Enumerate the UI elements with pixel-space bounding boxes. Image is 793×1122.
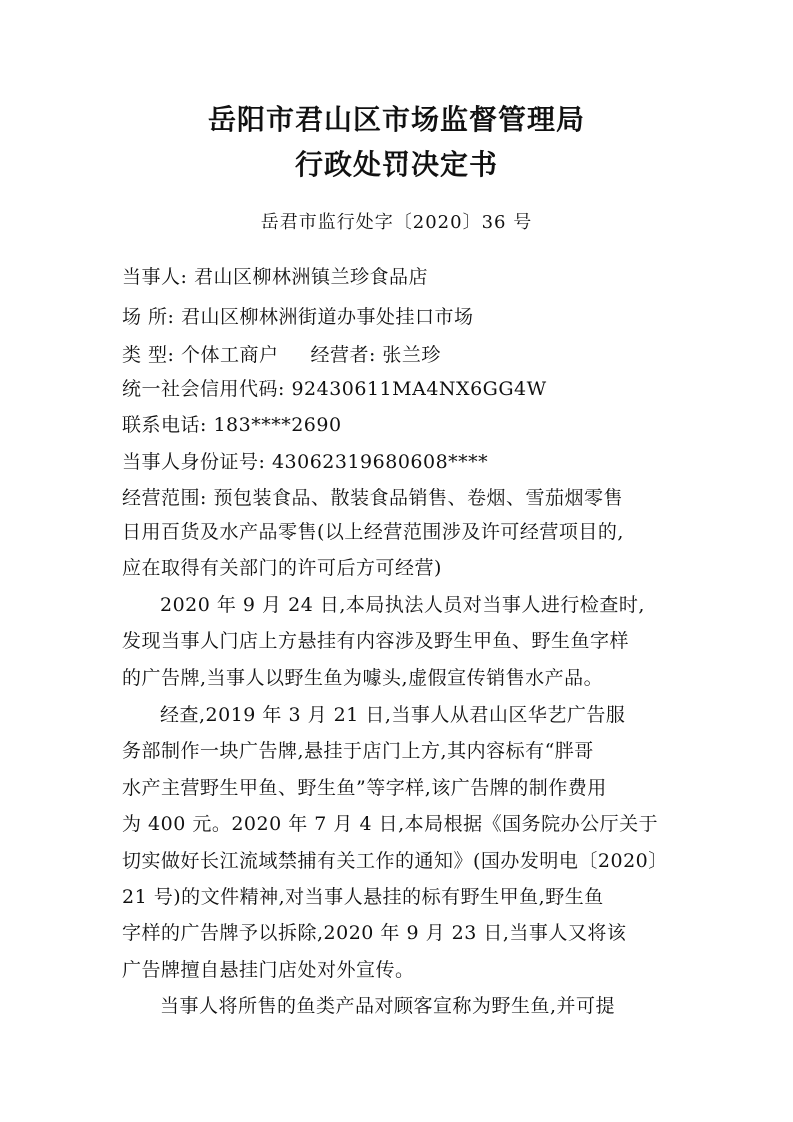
location-line: 场 所: 君山区柳林洲街道办事处挂口市场: [122, 306, 474, 328]
paragraph-2-line-3: 水产主营野生甲鱼、野生鱼”等字样,该广告牌的制作费用: [122, 777, 607, 799]
type-and-operator-line: [122, 340, 441, 370]
paragraph-2-line-2: 务部制作一块广告牌,悬挂于店门上方,其内容标有“胖哥: [122, 740, 594, 762]
paragraph-2-line-7: 字样的广告牌予以拆除,2020 年 9 月 23 日,当事人又将该: [122, 922, 627, 944]
paragraph-1-line-2: 发现当事人门店上方悬挂有内容涉及野生甲鱼、野生鱼字样: [122, 630, 630, 652]
credit-code-line: 统一社会信用代码: 92430611MA4NX6GG4W: [122, 378, 547, 400]
phone-line: 联系电话: 183****2690: [122, 414, 342, 436]
business-scope-line-3: 应在取得有关部门的许可后方可经营): [122, 557, 442, 579]
paragraph-3-line-1: 当事人将所售的鱼类产品对顾客宣称为野生鱼,并可提: [160, 995, 616, 1017]
paragraph-2-line-8: 广告牌擅自悬挂门店处对外宣传。: [122, 959, 415, 981]
business-type: 类 型: 个体工商户: [122, 344, 279, 366]
document-number: 岳君市监行处字〔2020〕36 号: [260, 212, 533, 233]
paragraph-1-line-3: 的广告牌,当事人以野生鱼为噱头,虚假宣传销售水产品。: [122, 667, 604, 689]
paragraph-2-line-6: 21 号)的文件精神,对当事人悬挂的标有野生甲鱼,野生鱼: [122, 886, 604, 908]
paragraph-2-line-4: 为 400 元。2020 年 7 月 4 日,本局根据《国务院办公厅关于: [122, 813, 659, 835]
party-name-line: 当事人: 君山区柳林洲镇兰珍食品店: [122, 266, 428, 288]
document-title: 岳阳市君山区市场监督管理局: [207, 103, 585, 136]
operator-name: 经营者: 张兰珍: [310, 344, 441, 366]
business-scope-line-1: 经营范围: 预包装食品、散装食品销售、卷烟、雪茄烟零售: [122, 487, 623, 509]
document-subtitle: 行政处罚决定书: [294, 148, 498, 181]
business-scope-line-2: 日用百货及水产品零售(以上经营范围涉及许可经营项目的,: [122, 521, 624, 543]
id-number-line: 当事人身份证号: 43062319680608****: [122, 451, 489, 473]
paragraph-2-line-1: 经查,2019 年 3 月 21 日,当事人从君山区华艺广告服: [160, 704, 626, 726]
paragraph-2-line-5: 切实做好长江流域禁捕有关工作的通知》(国办发明电〔2020〕: [122, 850, 668, 872]
paragraph-1-line-1: 2020 年 9 月 24 日,本局执法人员对当事人进行检查时,: [160, 594, 645, 616]
